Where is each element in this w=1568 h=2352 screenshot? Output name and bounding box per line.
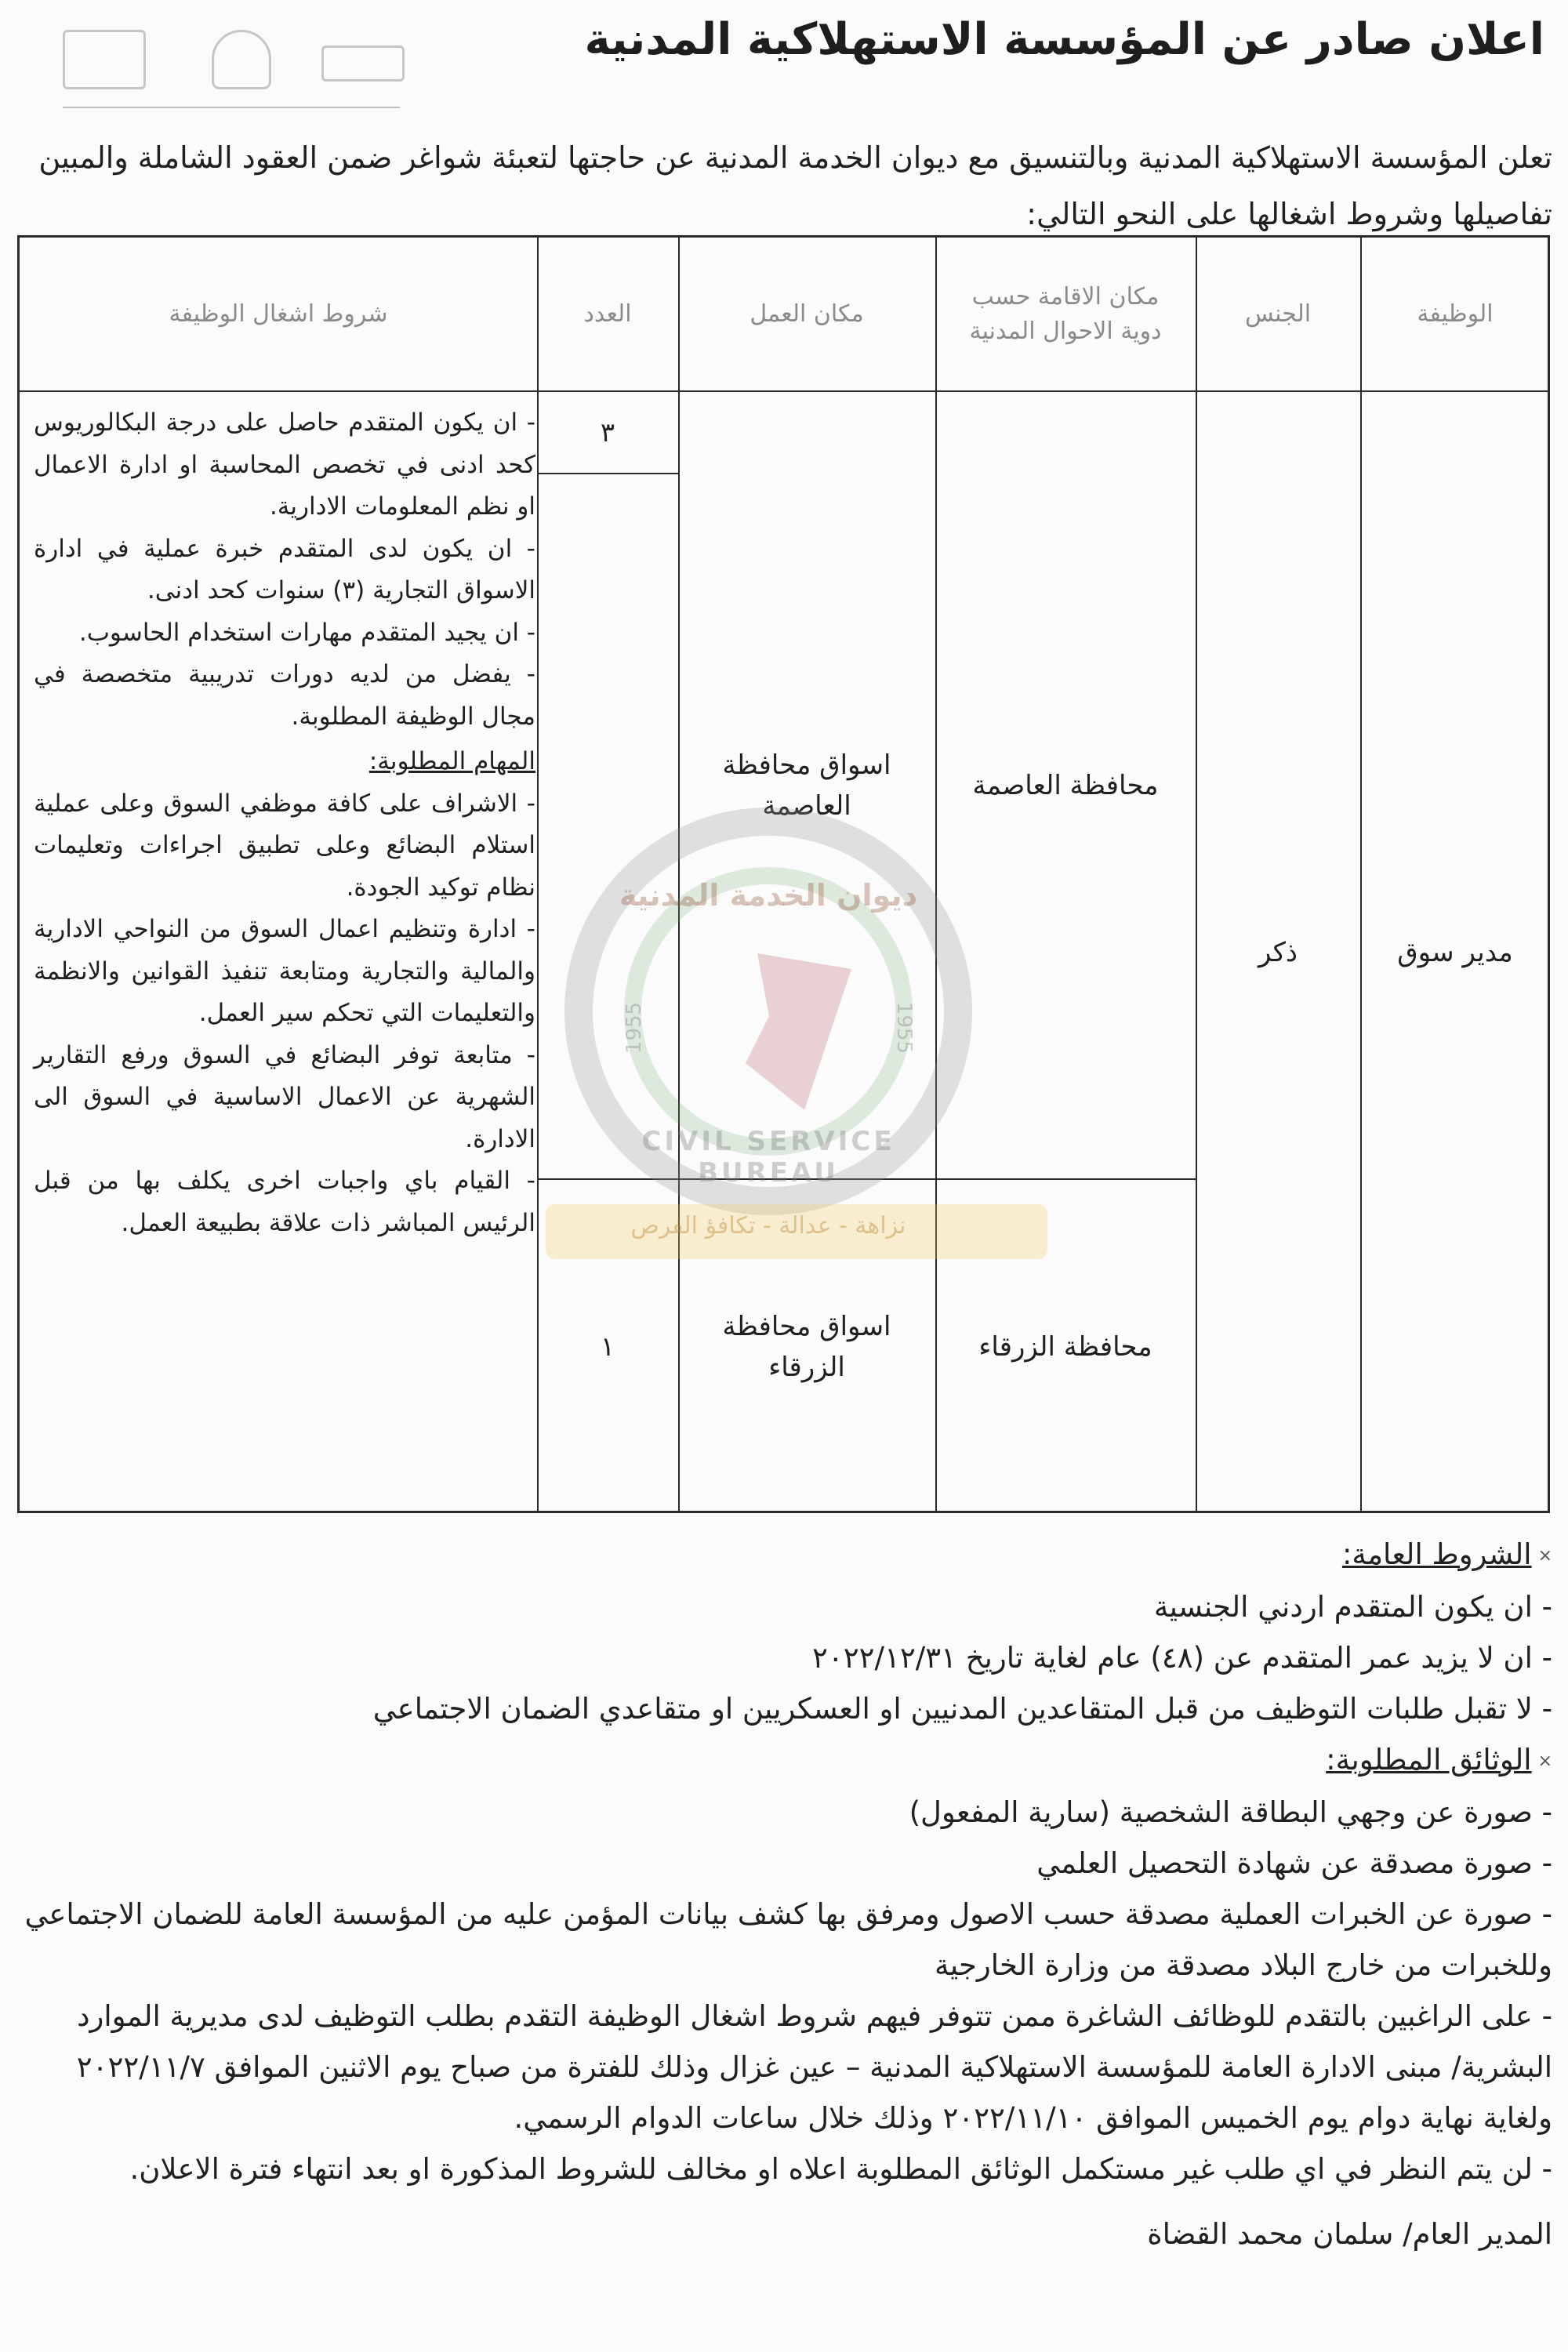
job-title-cell: مدير سوق	[1397, 937, 1513, 968]
header-job: الوظيفة	[1417, 299, 1494, 328]
header-count: العدد	[583, 299, 632, 328]
count-cell-capital: ٣	[600, 416, 615, 448]
general-condition-item: - لا تقبل طلبات التوظيف من قبل المتقاعدين المدنيين او العسكريين او متقاعدي الضمان الاجتماعي	[372, 1692, 1552, 1726]
bullet-x-icon: ×	[1537, 1546, 1552, 1566]
civil-service-stamp-icon	[564, 808, 972, 1240]
signature: المدير العام/ سلمان محمد القضاة	[1147, 2217, 1552, 2251]
task-item: - القيام باي واجبات اخرى يكلف بها من قبل الرئيس المباشر ذات علاقة بطبيعة العمل.	[34, 1167, 535, 1237]
document-item: - صورة عن الخبرات العملية مصدقة حسب الاصول ومرفق بها كشف بيانات المؤمن عليه من المؤسسة العامة للضمان الاجتماعي وللخبرات من خارج البلاد مصدقة من وزارة الخارجية	[24, 1897, 1552, 1982]
tasks-heading: المهام المطلوبة:	[368, 747, 535, 775]
crest-logo-icon	[212, 30, 271, 89]
task-item: - متابعة توفر البضائع في السوق ورفع التقارير الشهرية عن الاعمال الاساسية في السوق الى الادارة.	[34, 1040, 535, 1153]
document-item: - لن يتم النظر في اي طلب غير مستكمل الوثائق المطلوبة اعلاه او مخالف للشروط المذكورة او بعد انتهاء فترة الاعلان.	[129, 2152, 1552, 2186]
stamp-english-text: CIVIL SERVICE BUREAU	[641, 1126, 895, 1189]
logo-divider	[63, 107, 400, 108]
intro-paragraph: تعلن المؤسسة الاستهلاكية المدنية وبالتنسيق مع ديوان الخدمة المدنية عن حاجتها لتعبئة شواغر ضمن العقود الشاملة والمبين تفاصيلها وشروط اشغالها على النحو التالي:	[38, 140, 1552, 231]
count-cell-zarqa: ١	[600, 1330, 615, 1363]
stamp-year-left: 1955	[622, 1001, 647, 1054]
required-documents-heading-text: الوثائق المطلوبة:	[1326, 1743, 1532, 1777]
gender-cell: ذكر	[1258, 937, 1298, 968]
workplace-cell-capital: اسواق محافظة العاصمة	[722, 749, 891, 822]
general-conditions-heading-text: الشروط العامة:	[1341, 1537, 1532, 1571]
condition-item: - ان يكون المتقدم حاصل على درجة البكالوريوس كحد ادنى في تخصص المحاسبة او ادارة الاعمال او نظم المعلومات الادارية.	[34, 408, 535, 521]
general-condition-item: - ان لا يزيد عمر المتقدم عن (٤٨) عام لغاية تاريخ ٢٠٢٢/١٢/٣١	[812, 1641, 1552, 1675]
residence-cell-zarqa: محافظة الزرقاء	[978, 1330, 1152, 1363]
announcement-sections	[16, 1529, 1552, 2259]
condition-item: - ان يكون لدى المتقدم خبرة عملية في ادارة الاسواق التجارية (٣) سنوات كحد ادنى.	[34, 534, 535, 604]
document-item: - صورة عن وجهي البطاقة الشخصية (سارية المفعول)	[909, 1795, 1552, 1829]
conditions-cell	[34, 402, 535, 1244]
header-gender: الجنس	[1244, 299, 1312, 328]
document-item: - على الراغبين بالتقدم للوظائف الشاغرة ممن تتوفر فيهم شروط اشغال الوظيفة التقدم بطلب التوظيف لدى مديرية الموارد البشرية/ مبنى الادارة العامة للمؤسسة الاستهلاكية المدنية – عين غزال وذلك للفترة من صباح يوم الاثنين الموافق ٢٠٢٢/١١/٧ ولغاية نهاية دوام يوم الخميس الموافق ٢٠٢٢/١١/١٠ وذلك خلال ساعات الدوام الرسمي.	[76, 1999, 1552, 2135]
bullet-x-icon: ×	[1537, 1751, 1552, 1771]
header-logos	[63, 22, 400, 100]
header-workplace: مكان العمل	[750, 299, 864, 328]
header-conditions: شروط اشغال الوظيفة	[169, 299, 388, 328]
count-row-divider	[537, 473, 678, 474]
stamp-arabic-text: ديوان الخدمة المدنية	[619, 878, 918, 913]
document-item: - صورة مصدقة عن شهادة التحصيل العلمي	[1036, 1846, 1552, 1880]
header-residence: مكان الاقامة حسب دوية الاحوال المدنية	[969, 282, 1162, 345]
task-item: - ادارة وتنظيم اعمال السوق من النواحي الادارية والمالية والتجارية ومتابعة تنفيذ القوانين والانظمة والتعليمات التي تحكم سير العمل.	[34, 915, 535, 1027]
left-logo-icon	[63, 30, 146, 89]
page-title: اعلان صادر عن المؤسسة الاستهلاكية المدنية	[584, 14, 1544, 65]
task-item: - الاشراف على كافة موظفي السوق وعلى عملية استلام البضائع وعلى تطبيق اجراءات وتعليمات نظام توكيد الجودة.	[34, 789, 535, 902]
workplace-cell-zarqa: اسواق محافظة الزرقاء	[722, 1310, 891, 1383]
residence-cell-capital: محافظة العاصمة	[972, 769, 1159, 801]
condition-item: - يفضل من لديه دورات تدريبية متخصصة في مجال الوظيفة المطلوبة.	[34, 660, 535, 731]
general-conditions-heading	[16, 1529, 1552, 1581]
stamp-year-right: 1955	[891, 1001, 916, 1054]
condition-item: - ان يجيد المتقدم مهارات استخدام الحاسوب.	[78, 618, 535, 647]
stamp-slogan: نزاهة - عدالة - تكافؤ الفرص	[630, 1212, 906, 1240]
general-condition-item: - ان يكون المتقدم اردني الجنسية	[1153, 1590, 1552, 1624]
required-documents-heading	[16, 1734, 1552, 1787]
right-logo-icon	[321, 45, 405, 82]
